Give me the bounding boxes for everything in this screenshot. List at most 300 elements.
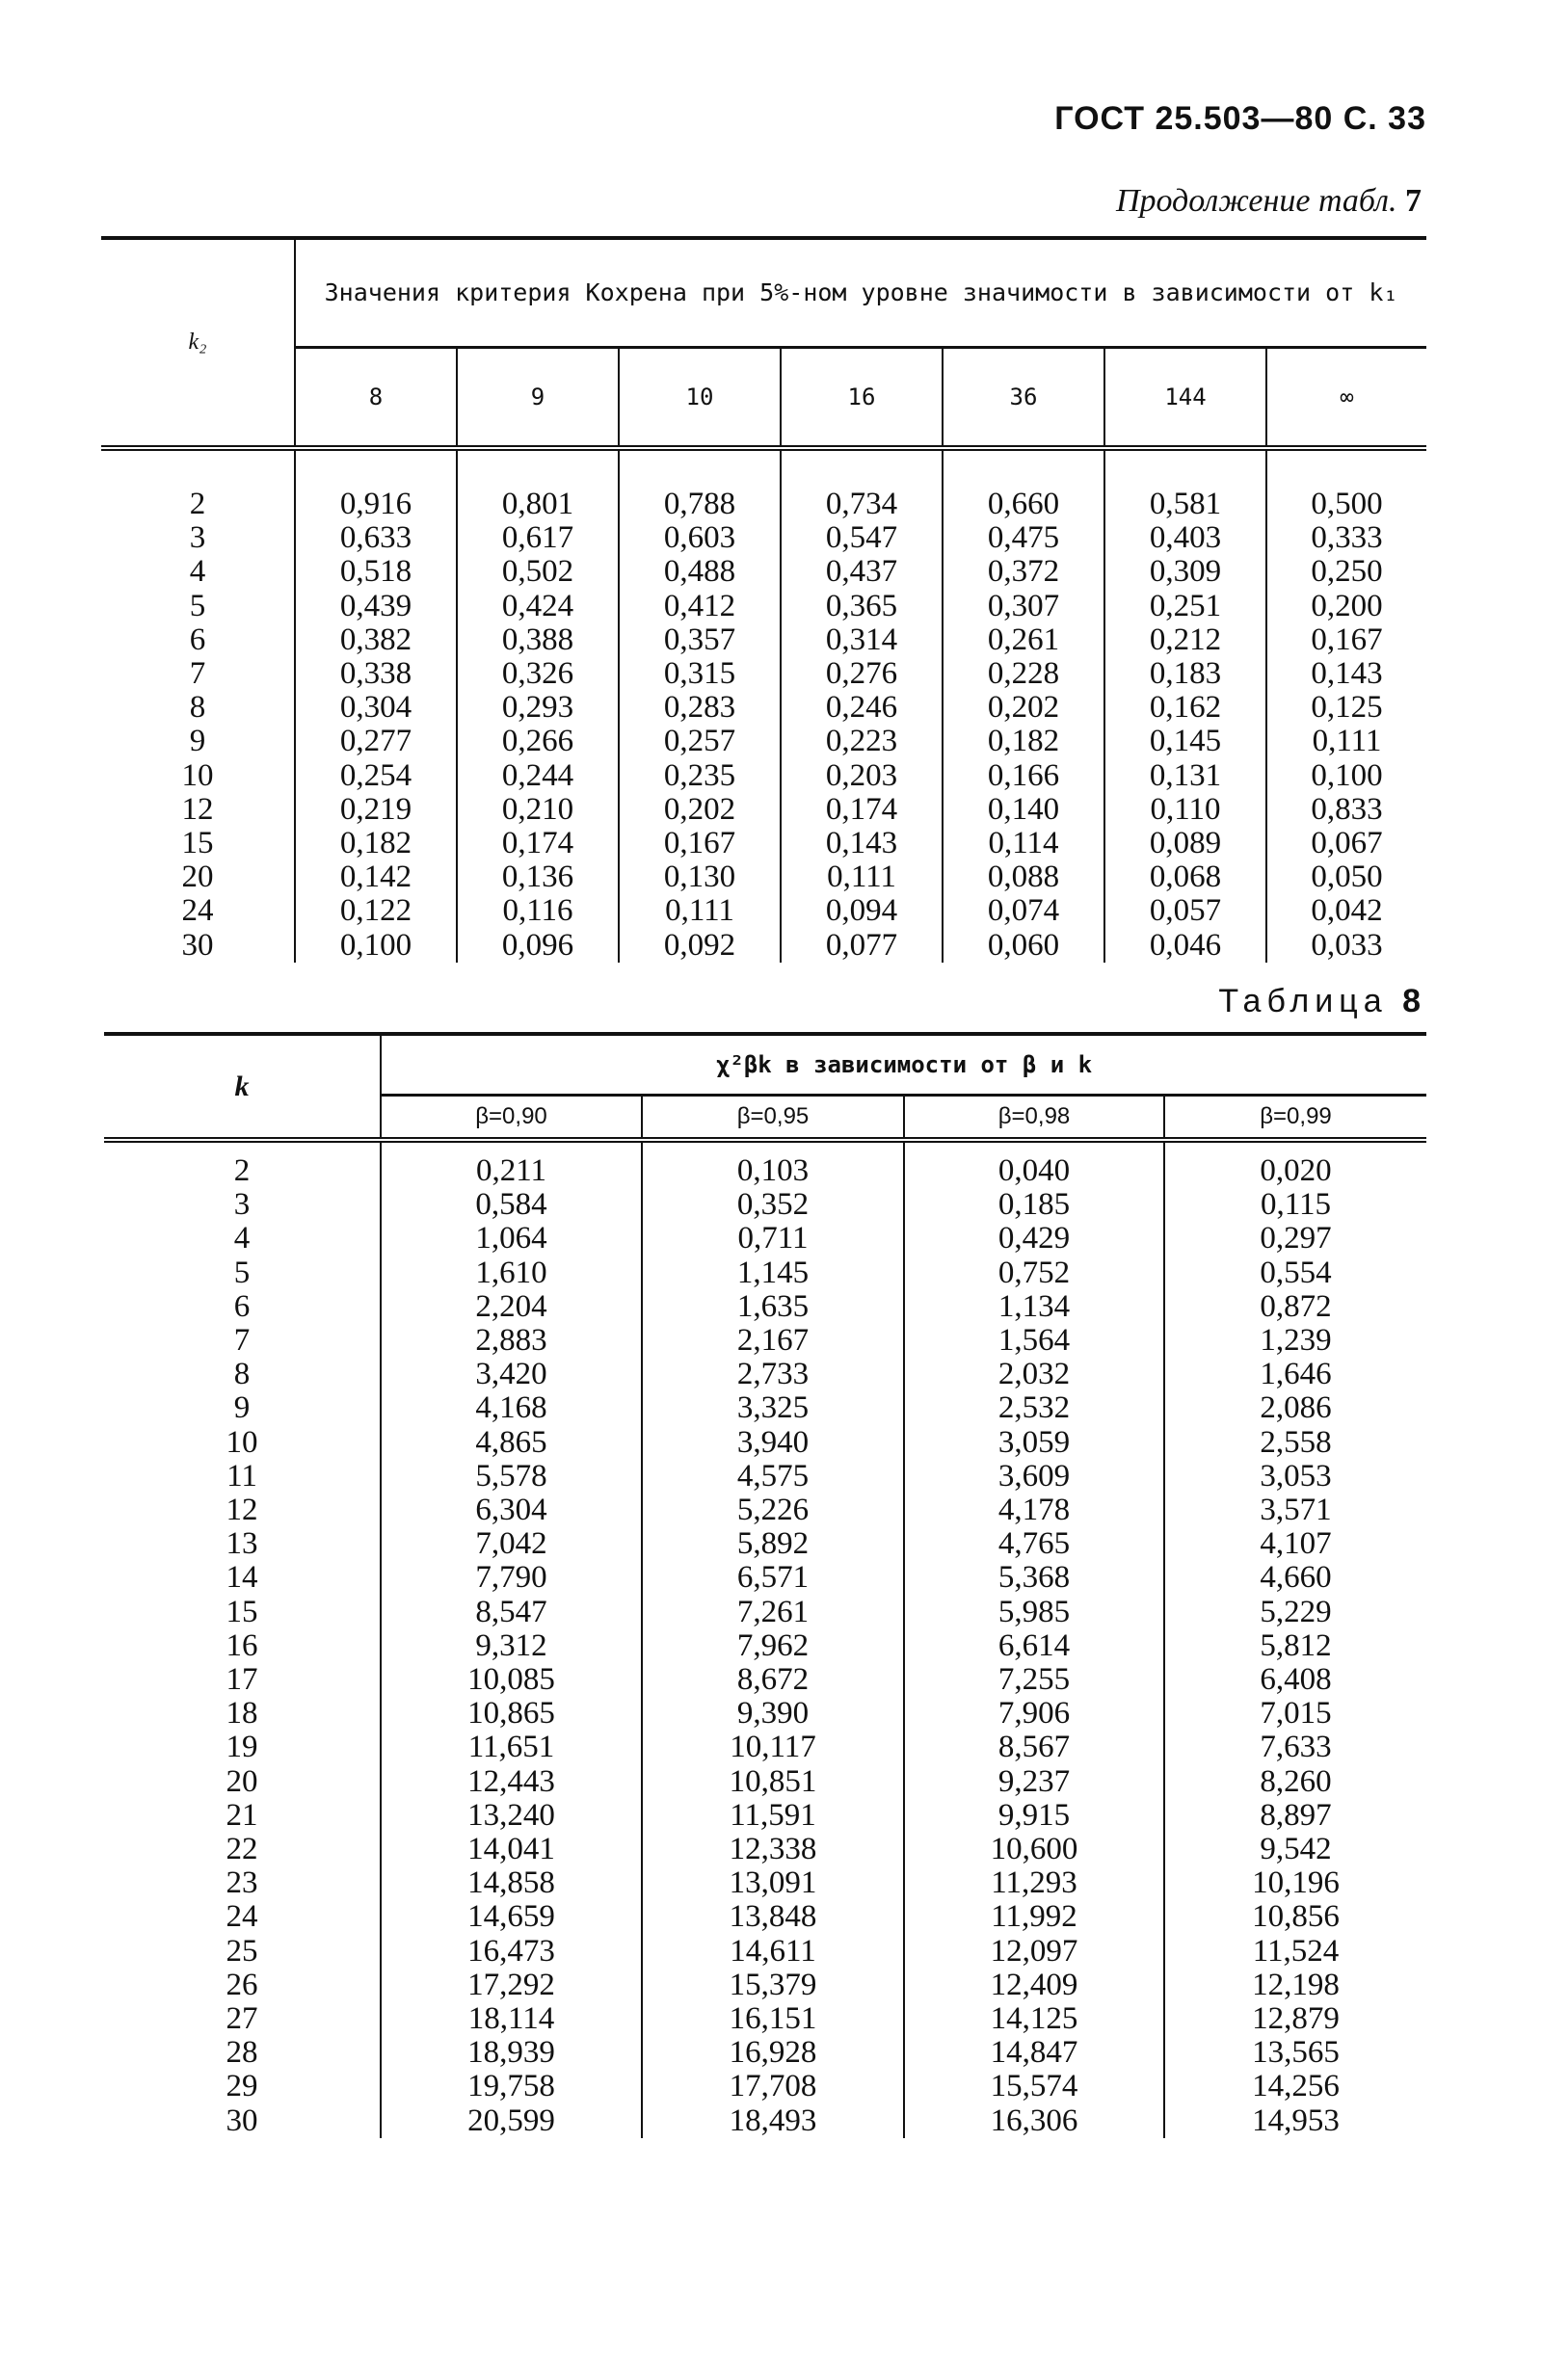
row-k-cell: 15 <box>101 827 295 860</box>
table-cell: 18,114 <box>467 2001 555 2037</box>
row-k-cell: 18 <box>104 1697 381 1731</box>
table-cell: 10,856 <box>1164 1900 1426 1934</box>
table-row <box>104 1663 1426 1697</box>
table-cell: 2,558 <box>1164 1426 1426 1460</box>
table-cell: 0,136 <box>457 860 619 894</box>
table-row <box>101 793 1426 827</box>
table-cell: 7,015 <box>1164 1697 1426 1731</box>
table-cell: 5,812 <box>1164 1629 1426 1663</box>
row-k-cell: 26 <box>104 1969 381 2002</box>
row-k-cell: 9 <box>104 1391 381 1425</box>
table-cell: 0,251 <box>1104 590 1266 623</box>
table-cell: 0,125 <box>1266 691 1426 725</box>
table-cell: 0,244 <box>457 759 619 793</box>
continuation-label <box>964 183 1422 220</box>
table-row <box>104 1765 1426 1799</box>
table-cell: 0,584 <box>475 1187 547 1223</box>
table-cell: 0,050 <box>1266 860 1426 894</box>
table-cell: 1,564 <box>904 1324 1164 1358</box>
table-cell: 5,985 <box>904 1596 1164 1629</box>
continuation-table-number: 7 <box>1405 183 1422 219</box>
table-cell: 0,437 <box>781 555 943 589</box>
row-k-cell: 15 <box>104 1596 381 1629</box>
table-cell: 0,033 <box>1266 929 1426 963</box>
table-row <box>101 590 1426 623</box>
table-cell: 0,130 <box>619 860 781 894</box>
row-k-cell: 6 <box>101 623 295 657</box>
row-k-cell: 11 <box>104 1460 381 1494</box>
table-cell: 0,140 <box>943 793 1104 827</box>
table-cell: 8,547 <box>475 1594 547 1629</box>
table-cell: 0,202 <box>943 691 1104 725</box>
table-cell: 3,940 <box>642 1426 904 1460</box>
row-k-cell: 27 <box>104 2002 381 2036</box>
table-cell: 0,293 <box>457 691 619 725</box>
table-cell: 0,633 <box>295 521 457 555</box>
table-cell: 7,633 <box>1164 1731 1426 1764</box>
table-cell: 0,333 <box>1266 521 1426 555</box>
row-k-cell: 21 <box>104 1799 381 1833</box>
table-cell: 9,915 <box>904 1799 1164 1833</box>
table-cell: 2,733 <box>642 1358 904 1391</box>
table-cell: 9,390 <box>642 1697 904 1731</box>
table-cell: 8,567 <box>904 1731 1164 1764</box>
table-cell: 0,103 <box>642 1140 904 1188</box>
table-cell: 0,581 <box>1104 448 1266 521</box>
table-cell: 0,143 <box>1266 657 1426 691</box>
table-cell: 0,304 <box>295 691 457 725</box>
table-cell: 14,847 <box>904 2036 1164 2070</box>
table-cell: 5,578 <box>475 1458 547 1494</box>
table-cell: 10,600 <box>904 1833 1164 1866</box>
table-cell: 0,096 <box>457 929 619 963</box>
table-row <box>104 1358 1426 1391</box>
table-cell: 2,086 <box>1164 1391 1426 1425</box>
table-cell: 0,357 <box>619 623 781 657</box>
table-row <box>104 1324 1426 1358</box>
table-cell: 9,237 <box>904 1765 1164 1799</box>
table-cell: 0,174 <box>781 793 943 827</box>
table-cell: 0,388 <box>457 623 619 657</box>
table-row <box>104 1256 1426 1290</box>
table-cell: 7,906 <box>904 1697 1164 1731</box>
table-row <box>104 1866 1426 1900</box>
table-cell: 11,992 <box>904 1900 1164 1934</box>
table-cell: 9,312 <box>475 1627 547 1663</box>
table-cell: 0,660 <box>943 448 1104 521</box>
table-cell: 1,134 <box>904 1290 1164 1324</box>
table-row <box>101 725 1426 758</box>
row-k-cell: 5 <box>101 590 295 623</box>
table-cell: 0,554 <box>1164 1256 1426 1290</box>
table-row <box>104 2104 1426 2138</box>
table-cell: 0,338 <box>295 657 457 691</box>
table-row <box>104 2002 1426 2036</box>
table-cell: 0,100 <box>295 929 457 963</box>
table-cell: 4,107 <box>1164 1527 1426 1561</box>
row-k-cell: 30 <box>101 929 295 963</box>
table-cell: 0,314 <box>781 623 943 657</box>
table-row <box>104 2070 1426 2103</box>
table8-column-header: β=0,99 <box>1164 1096 1426 1141</box>
row-k-cell: 2 <box>101 448 295 521</box>
table-cell: 0,277 <box>295 725 457 758</box>
row-k-cell: 20 <box>101 860 295 894</box>
row-k-cell: 8 <box>101 691 295 725</box>
row-k-cell: 16 <box>104 1629 381 1663</box>
table-cell: 0,057 <box>1104 894 1266 928</box>
table-cell: 2,204 <box>475 1288 547 1324</box>
table-cell: 0,200 <box>1266 590 1426 623</box>
table-row <box>101 521 1426 555</box>
table-cell: 1,064 <box>475 1221 547 1256</box>
table-row <box>104 1188 1426 1222</box>
table-cell: 16,928 <box>642 2036 904 2070</box>
table-cell: 16,473 <box>467 1933 555 1969</box>
table-cell: 0,100 <box>1266 759 1426 793</box>
table-cell: 7,042 <box>475 1526 547 1562</box>
table-cell: 0,183 <box>1104 657 1266 691</box>
table-cell: 13,848 <box>642 1900 904 1934</box>
table-cell: 0,110 <box>1104 793 1266 827</box>
table-cell: 0,040 <box>904 1140 1164 1188</box>
table-cell: 0,143 <box>781 827 943 860</box>
table-cell: 0,074 <box>943 894 1104 928</box>
table-cell: 3,053 <box>1164 1460 1426 1494</box>
continuation-text: Продолжение табл. <box>1115 183 1397 219</box>
page-header: ГОСТ 25.503—80 С. 33 <box>1054 100 1426 137</box>
table-cell: 0,166 <box>943 759 1104 793</box>
table-cell: 7,790 <box>475 1560 547 1596</box>
table-cell: 6,304 <box>475 1493 547 1528</box>
table-cell: 0,212 <box>1104 623 1266 657</box>
row-k-cell: 10 <box>104 1426 381 1460</box>
table-row <box>101 691 1426 725</box>
table-cell: 0,145 <box>1104 725 1266 758</box>
table-cell: 0,439 <box>295 590 457 623</box>
table8-title-number: 8 <box>1402 983 1426 1019</box>
table-cell: 7,261 <box>642 1596 904 1629</box>
table-cell: 0,067 <box>1266 827 1426 860</box>
table8-title-label: Таблица <box>1218 983 1388 1019</box>
table-cell: 20,599 <box>467 2102 555 2138</box>
row-k-cell: 5 <box>104 1256 381 1290</box>
table-cell: 11,524 <box>1164 1935 1426 1969</box>
table-row <box>104 2036 1426 2070</box>
table-cell: 0,111 <box>619 894 781 928</box>
table-row <box>104 1290 1426 1324</box>
table-cell: 0,502 <box>457 555 619 589</box>
table-cell: 15,379 <box>642 1969 904 2002</box>
table-cell: 0,182 <box>943 725 1104 758</box>
table8-column-header: β=0,90 <box>381 1096 642 1141</box>
table-cell: 0,617 <box>457 521 619 555</box>
table-cell: 15,574 <box>904 2070 1164 2103</box>
row-k-cell: 12 <box>104 1494 381 1527</box>
table-cell: 0,077 <box>781 929 943 963</box>
table-row <box>104 1596 1426 1629</box>
table-cell: 0,111 <box>1266 725 1426 758</box>
table-cell: 0,315 <box>619 657 781 691</box>
table-cell: 0,833 <box>1266 793 1426 827</box>
table-cell: 7,962 <box>642 1629 904 1663</box>
table-cell: 0,094 <box>781 894 943 928</box>
table-cell: 14,659 <box>467 1899 555 1935</box>
table-row <box>104 1222 1426 1256</box>
table-cell: 1,239 <box>1164 1324 1426 1358</box>
table-cell: 6,571 <box>642 1561 904 1595</box>
table-cell: 0,475 <box>943 521 1104 555</box>
table-cell: 0,307 <box>943 590 1104 623</box>
table-cell: 0,372 <box>943 555 1104 589</box>
table-cell: 0,122 <box>295 894 457 928</box>
table-cell: 12,198 <box>1164 1969 1426 2002</box>
row-k-cell: 25 <box>104 1935 381 1969</box>
table-row <box>104 1494 1426 1527</box>
table-cell: 0,382 <box>295 623 457 657</box>
table-cell: 0,114 <box>943 827 1104 860</box>
table-cell: 0,219 <box>295 793 457 827</box>
table-cell: 2,032 <box>904 1358 1164 1391</box>
table-cell: 0,403 <box>1104 521 1266 555</box>
table-cell: 0,603 <box>619 521 781 555</box>
row-k-cell: 3 <box>104 1188 381 1222</box>
table-8 <box>104 1032 1426 2138</box>
row-k-cell: 3 <box>101 521 295 555</box>
table-cell: 0,254 <box>295 759 457 793</box>
table-cell: 0,020 <box>1164 1140 1426 1188</box>
row-k-cell: 29 <box>104 2070 381 2103</box>
table-cell: 4,865 <box>475 1424 547 1460</box>
table-row <box>104 1629 1426 1663</box>
table-cell: 6,614 <box>904 1629 1164 1663</box>
table-row <box>104 1561 1426 1595</box>
table-cell: 0,228 <box>943 657 1104 691</box>
row-k-cell: 28 <box>104 2036 381 2070</box>
table-cell: 0,547 <box>781 521 943 555</box>
row-k-cell: 23 <box>104 1866 381 1900</box>
table-cell: 0,116 <box>457 894 619 928</box>
table-cell: 1,145 <box>642 1256 904 1290</box>
table-cell: 14,611 <box>642 1935 904 1969</box>
table-cell: 8,897 <box>1164 1799 1426 1833</box>
table-cell: 4,575 <box>642 1460 904 1494</box>
table-row <box>104 1140 1426 1188</box>
row-k-cell: 12 <box>101 793 295 827</box>
row-k-cell: 6 <box>104 1290 381 1324</box>
table-cell: 0,185 <box>904 1188 1164 1222</box>
table-cell: 0,115 <box>1164 1188 1426 1222</box>
table-row <box>104 1460 1426 1494</box>
table-row <box>101 759 1426 793</box>
table7-caption: Значения критерия Кохрена при 5%-ном уровне значимости в зависимости от k₁ <box>324 278 1398 306</box>
table-cell: 0,352 <box>642 1188 904 1222</box>
table-cell: 13,565 <box>1164 2036 1426 2070</box>
table-cell: 12,879 <box>1164 2002 1426 2036</box>
table-cell: 10,851 <box>642 1765 904 1799</box>
table-cell: 11,293 <box>904 1866 1164 1900</box>
table-cell: 11,591 <box>642 1799 904 1833</box>
table-cell: 3,571 <box>1164 1494 1426 1527</box>
table-cell: 0,412 <box>619 590 781 623</box>
row-k-cell: 19 <box>104 1731 381 1764</box>
row-k-cell: 7 <box>104 1324 381 1358</box>
table-cell: 0,257 <box>619 725 781 758</box>
table7-column-header: 10 <box>619 348 781 449</box>
table-cell: 0,429 <box>904 1222 1164 1256</box>
table-cell: 0,167 <box>619 827 781 860</box>
table-cell: 19,758 <box>467 2069 555 2104</box>
table-cell: 0,167 <box>1266 623 1426 657</box>
table-cell: 0,211 <box>475 1153 547 1188</box>
table-cell: 0,488 <box>619 555 781 589</box>
row-k-cell: 30 <box>104 2104 381 2138</box>
table-cell: 2,167 <box>642 1324 904 1358</box>
table-cell: 13,091 <box>642 1866 904 1900</box>
table-cell: 0,711 <box>642 1222 904 1256</box>
table-cell: 3,059 <box>904 1426 1164 1460</box>
table-cell: 0,752 <box>904 1256 1164 1290</box>
table-cell: 7,255 <box>904 1663 1164 1697</box>
table7-column-header: 8 <box>295 348 457 449</box>
table-cell: 5,368 <box>904 1561 1164 1595</box>
table-cell: 16,306 <box>904 2104 1164 2138</box>
table-cell: 0,283 <box>619 691 781 725</box>
table-row <box>104 1731 1426 1764</box>
table-cell: 0,872 <box>1164 1290 1426 1324</box>
table-cell: 10,085 <box>467 1662 555 1698</box>
table-cell: 0,046 <box>1104 929 1266 963</box>
table8-title <box>964 983 1426 1020</box>
table7-column-header: 9 <box>457 348 619 449</box>
table-row <box>101 623 1426 657</box>
table-cell: 2,532 <box>904 1391 1164 1425</box>
table-cell: 6,408 <box>1164 1663 1426 1697</box>
table-cell: 11,651 <box>467 1730 555 1765</box>
table-cell: 5,892 <box>642 1527 904 1561</box>
row-k-cell: 14 <box>104 1561 381 1595</box>
table-cell: 14,953 <box>1164 2104 1426 2138</box>
table-row <box>101 555 1426 589</box>
table7-column-header: ∞ <box>1266 348 1426 449</box>
table-cell: 2,883 <box>475 1323 547 1359</box>
table-cell: 0,142 <box>295 860 457 894</box>
table-cell: 14,256 <box>1164 2070 1426 2103</box>
row-k-cell: 4 <box>101 555 295 589</box>
table-cell: 18,493 <box>642 2104 904 2138</box>
table-row <box>104 1391 1426 1425</box>
table-cell: 12,409 <box>904 1969 1164 2002</box>
row-k-cell: 7 <box>101 657 295 691</box>
row-k-cell: 17 <box>104 1663 381 1697</box>
table-cell: 14,041 <box>467 1832 555 1867</box>
row-k-cell: 13 <box>104 1527 381 1561</box>
table-cell: 0,365 <box>781 590 943 623</box>
row-k-cell: 10 <box>101 759 295 793</box>
table-cell: 17,292 <box>467 1967 555 2002</box>
table-cell: 0,068 <box>1104 860 1266 894</box>
row-k-cell: 4 <box>104 1222 381 1256</box>
table-cell: 0,060 <box>943 929 1104 963</box>
table-row <box>104 1426 1426 1460</box>
table-cell: 3,609 <box>904 1460 1164 1494</box>
table-cell: 0,210 <box>457 793 619 827</box>
table-cell: 0,261 <box>943 623 1104 657</box>
table-cell: 4,765 <box>904 1527 1164 1561</box>
table-cell: 12,443 <box>467 1763 555 1799</box>
table-row <box>101 657 1426 691</box>
table8-k-header: k <box>104 1034 381 1140</box>
table-cell: 16,151 <box>642 2002 904 2036</box>
table-cell: 0,916 <box>295 448 457 521</box>
table-cell: 8,672 <box>642 1663 904 1697</box>
table-cell: 0,500 <box>1266 448 1426 521</box>
table8-column-header: β=0,98 <box>904 1096 1164 1141</box>
table-row <box>101 929 1426 963</box>
table-cell: 1,646 <box>1164 1358 1426 1391</box>
table-cell: 0,297 <box>1164 1222 1426 1256</box>
table-cell: 0,042 <box>1266 894 1426 928</box>
table-row <box>104 1833 1426 1866</box>
table-cell: 0,266 <box>457 725 619 758</box>
table-cell: 0,174 <box>457 827 619 860</box>
table-cell: 1,610 <box>475 1255 547 1290</box>
table8-column-header: β=0,95 <box>642 1096 904 1141</box>
table-7 <box>101 236 1426 963</box>
table-cell: 0,309 <box>1104 555 1266 589</box>
row-k-cell: 24 <box>104 1900 381 1934</box>
table-cell: 0,326 <box>457 657 619 691</box>
table-cell: 5,226 <box>642 1494 904 1527</box>
row-k-cell: 22 <box>104 1833 381 1866</box>
table-cell: 0,203 <box>781 759 943 793</box>
table-cell: 12,338 <box>642 1833 904 1866</box>
table-cell: 12,097 <box>904 1935 1164 1969</box>
table-row <box>101 827 1426 860</box>
table-cell: 4,168 <box>475 1390 547 1426</box>
table-row <box>101 448 1426 521</box>
table-cell: 0,092 <box>619 929 781 963</box>
table-cell: 0,788 <box>619 448 781 521</box>
table8-caption: χ²βk в зависимости от β и k <box>715 1051 1093 1078</box>
table-cell: 0,162 <box>1104 691 1266 725</box>
table-cell: 0,734 <box>781 448 943 521</box>
table-row <box>104 1935 1426 1969</box>
table-cell: 17,708 <box>642 2070 904 2103</box>
table-cell: 10,117 <box>642 1731 904 1764</box>
table-cell: 10,196 <box>1164 1866 1426 1900</box>
table-cell: 0,250 <box>1266 555 1426 589</box>
table-cell: 14,858 <box>467 1865 555 1901</box>
table-cell: 8,260 <box>1164 1765 1426 1799</box>
row-k-cell: 2 <box>104 1140 381 1188</box>
table-cell: 0,235 <box>619 759 781 793</box>
table7-column-header: 144 <box>1104 348 1266 449</box>
table-cell: 3,325 <box>642 1391 904 1425</box>
table-cell: 0,246 <box>781 691 943 725</box>
table-row <box>104 1900 1426 1934</box>
table-row <box>101 860 1426 894</box>
table-cell: 5,229 <box>1164 1596 1426 1629</box>
table-cell: 0,131 <box>1104 759 1266 793</box>
table-cell: 0,202 <box>619 793 781 827</box>
row-k-cell: 24 <box>101 894 295 928</box>
table-cell: 9,542 <box>1164 1833 1426 1866</box>
table7-column-header: 36 <box>943 348 1104 449</box>
table-cell: 4,178 <box>904 1494 1164 1527</box>
table-cell: 13,240 <box>467 1797 555 1833</box>
table-cell: 18,939 <box>467 2035 555 2071</box>
